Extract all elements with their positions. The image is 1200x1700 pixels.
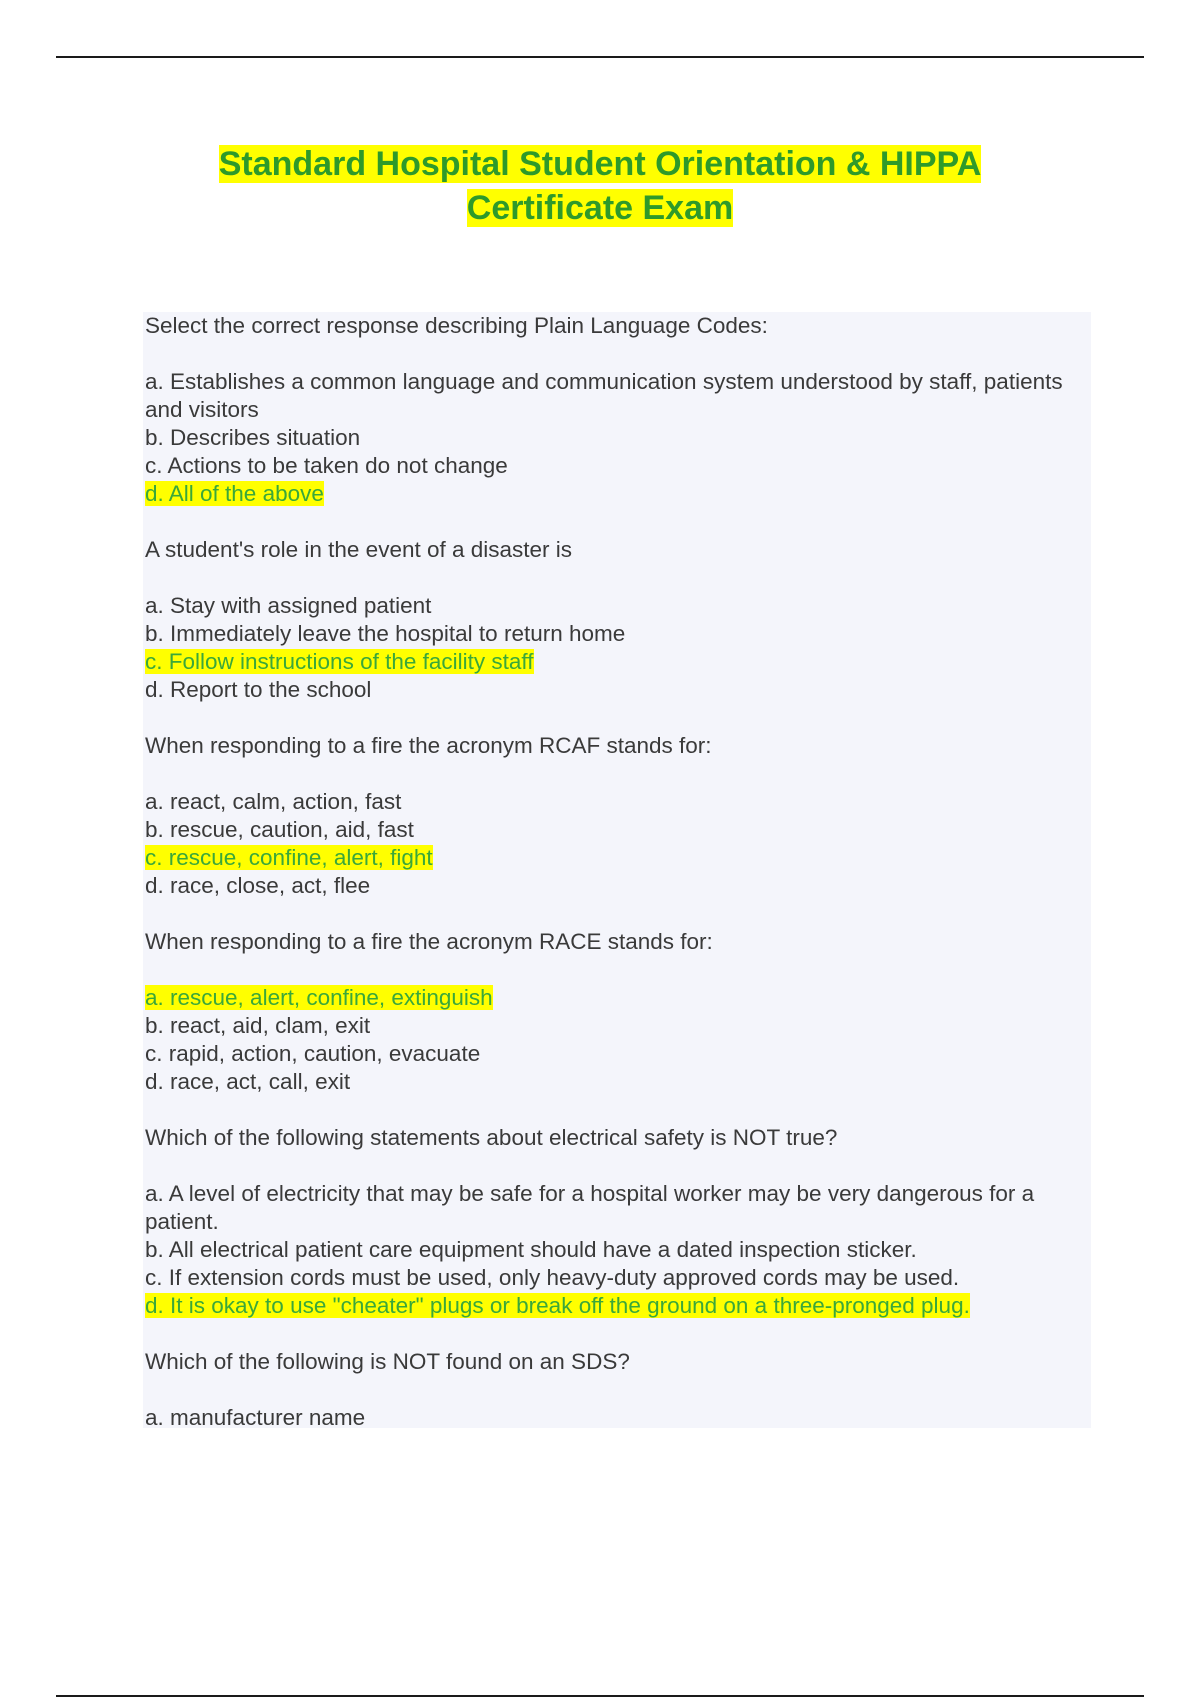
answer-option-b: b. rescue, caution, aid, fast (145, 817, 414, 842)
question-1 (145, 312, 1085, 508)
answer-option-b: b. Describes situation (145, 425, 361, 450)
question-5 (145, 1124, 1085, 1320)
question-prompt: When responding to a fire the acronym RCAF stands for: (145, 733, 712, 758)
answer-option-d: d. race, close, act, flee (145, 873, 371, 898)
question-list (145, 312, 1085, 1432)
question-2 (145, 536, 1085, 704)
exam-content-panel (143, 312, 1091, 1428)
question-prompt: A student's role in the event of a disaster is (145, 537, 573, 562)
bottom-divider (56, 1695, 1144, 1697)
answer-option-a-highlighted: a. rescue, alert, confine, extinguish (145, 985, 493, 1010)
question-4 (145, 928, 1085, 1096)
answer-option-b: b. Immediately leave the hospital to return home (145, 621, 626, 646)
answer-option-c: c. If extension cords must be used, only heavy-duty approved cords may be used. (145, 1265, 960, 1290)
answer-option-d-highlighted: d. All of the above (145, 481, 324, 506)
answer-option-a: a. react, calm, action, fast (145, 789, 402, 814)
answer-option-c-highlighted: c. rescue, confine, alert, fight (145, 845, 433, 870)
question-prompt: Which of the following statements about electrical safety is NOT true? (145, 1125, 838, 1150)
answer-option-c: c. Actions to be taken do not change (145, 453, 508, 478)
question-prompt: Which of the following is NOT found on an SDS? (145, 1349, 630, 1374)
answer-option-d: d. Report to the school (145, 677, 372, 702)
answer-option-a: a. A level of electricity that may be safe for a hospital worker may be very dangerous for a patient. (145, 1181, 1035, 1234)
answer-option-a: a. Establishes a common language and communication system understood by staff, patients and visitors (145, 369, 1063, 422)
question-3 (145, 732, 1085, 900)
answer-option-a: a. manufacturer name (145, 1405, 366, 1430)
answer-option-d-highlighted: d. It is okay to use "cheater" plugs or break off the ground on a three-pronged plug. (145, 1293, 970, 1318)
question-prompt: When responding to a fire the acronym RACE stands for: (145, 929, 713, 954)
answer-option-c-highlighted: c. Follow instructions of the facility staff (145, 649, 534, 674)
answer-option-d: d. race, act, call, exit (145, 1069, 351, 1094)
question-prompt: Select the correct response describing Plain Language Codes: (145, 313, 768, 338)
answer-option-c: c. rapid, action, caution, evacuate (145, 1041, 481, 1066)
document-title (0, 142, 1200, 230)
question-6 (145, 1348, 1085, 1432)
top-divider (56, 56, 1144, 58)
answer-option-a: a. Stay with assigned patient (145, 593, 432, 618)
title-line-1: Standard Hospital Student Orientation & HIPPA (218, 145, 982, 183)
title-line-2: Certificate Exam (466, 189, 734, 227)
answer-option-b: b. All electrical patient care equipment should have a dated inspection sticker. (145, 1237, 917, 1262)
answer-option-b: b. react, aid, clam, exit (145, 1013, 371, 1038)
